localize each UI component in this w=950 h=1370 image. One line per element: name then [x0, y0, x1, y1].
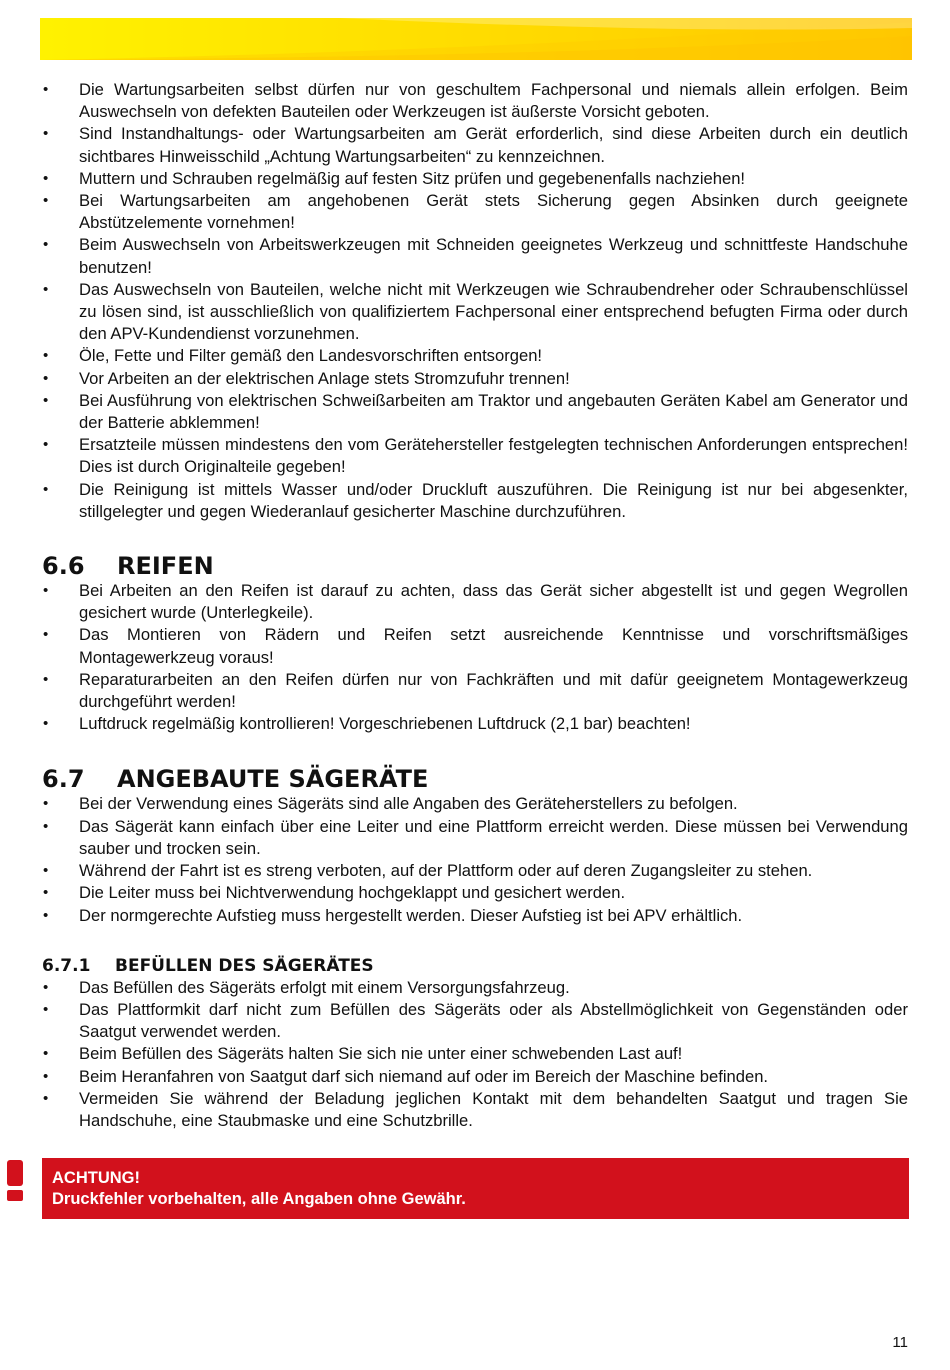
list-item: • Vor Arbeiten an der elektrischen Anlage stets Stromzufuhr trennen!: [42, 368, 908, 390]
subsection-title: BEFÜLLEN DES SÄGERÄTES: [115, 955, 374, 976]
list-item: • Bei Wartungsarbeiten am angehobenen Gerät stets Sicherung gegen Absinken durch geeignete Abstützelemente vornehmen!: [42, 190, 908, 234]
section-number: 6.7: [42, 765, 85, 794]
list-item: • Bei der Verwendung eines Sägeräts sind alle Angaben des Geräteherstellers zu befolgen.: [42, 793, 908, 815]
list-item: • Das Befüllen des Sägeräts erfolgt mit einem Versorgungsfahrzeug.: [42, 977, 908, 999]
warning-text: Druckfehler vorbehalten, alle Angaben ohne Gewähr.: [52, 1190, 466, 1208]
warning-box: [42, 1158, 909, 1219]
list-item: • Beim Befüllen des Sägeräts halten Sie sich nie unter einer schwebenden Last auf!: [42, 1043, 908, 1065]
list-item: • Sind Instandhaltungs- oder Wartungsarbeiten am Gerät erforderlich, sind diese Arbeiten durch ein deutlich sichtbares Hinweisschild „Achtung Wartungsarbeiten“ zu kennzeichnen.: [42, 123, 908, 167]
list-item: • Beim Auswechseln von Arbeitswerkzeugen mit Schneiden geeignetes Werkzeug und schnittfeste Handschuhe benutzen!: [42, 234, 908, 278]
list-item: • Die Wartungsarbeiten selbst dürfen nur von geschultem Fachpersonal und niemals allein erfolgen. Beim Auswechseln von defekten Bauteilen oder Werkzeugen ist äußerste Vorsicht geboten.: [42, 79, 908, 123]
list-item: • Öle, Fette und Filter gemäß den Landesvorschriften entsorgen!: [42, 345, 908, 367]
list-item: • Vermeiden Sie während der Beladung jeglichen Kontakt mit dem behandelten Saatgut und tragen Sie Handschuhe, eine Staubmaske und eine Schutzbrille.: [42, 1088, 908, 1132]
list-item: • Das Auswechseln von Bauteilen, welche nicht mit Werkzeugen wie Schraubendreher oder Schraubenschlüssel zu lösen sind, ist ausschließlich von qualifiziertem Fachpersonal einer entsprechend befugten Firma oder durch den APV-Kundendienst vorzunehmen.: [42, 279, 908, 346]
section-heading-saegeraete: [42, 765, 908, 793]
warning-title: ACHTUNG!: [52, 1169, 140, 1187]
maintenance-list: [42, 79, 908, 523]
section-title: REIFEN: [117, 552, 214, 581]
header-band: [40, 18, 912, 60]
section-title: ANGEBAUTE SÄGERÄTE: [117, 765, 429, 794]
list-item: • Muttern und Schrauben regelmäßig auf festen Sitz prüfen und gegebenenfalls nachziehen!: [42, 168, 908, 190]
filling-list: [42, 977, 908, 1132]
list-item: • Luftdruck regelmäßig kontrollieren! Vorgeschriebenen Luftdruck (2,1 bar) beachten!: [42, 713, 908, 735]
tire-list: [42, 580, 908, 735]
list-item: • Das Montieren von Rädern und Reifen setzt ausreichende Kenntnisse und vorschriftsmäßiges Montagewerkzeug voraus!: [42, 624, 908, 668]
list-item: • Bei Ausführung von elektrischen Schweißarbeiten am Traktor und angebauten Geräten Kabel am Generator und der Batterie abklemmen!: [42, 390, 908, 434]
section-heading-reifen: [42, 552, 908, 580]
exclamation-icon: [4, 1160, 26, 1202]
subsection-heading-befuellen: [42, 955, 908, 977]
list-item: • Das Sägerät kann einfach über eine Leiter und eine Plattform erreicht werden. Diese müssen bei Verwendung sauber und trocken sein.: [42, 816, 908, 860]
page-content: [42, 79, 908, 1132]
header-wave-decoration: [40, 18, 912, 60]
section-number: 6.6: [42, 552, 85, 581]
subsection-number: 6.7.1: [42, 955, 91, 976]
list-item: • Der normgerechte Aufstieg muss hergestellt werden. Dieser Aufstieg ist bei APV erhältlich.: [42, 905, 908, 927]
list-item: • Ersatzteile müssen mindestens den vom Gerätehersteller festgelegten technischen Anforderungen entsprechen! Dies ist durch Originalteile gegeben!: [42, 434, 908, 478]
list-item: • Beim Heranfahren von Saatgut darf sich niemand auf oder im Bereich der Maschine befinden.: [42, 1066, 908, 1088]
list-item: • Reparaturarbeiten an den Reifen dürfen nur von Fachkräften und mit dafür geeignetem Montagewerkzeug durchgeführt werden!: [42, 669, 908, 713]
list-item: • Bei Arbeiten an den Reifen ist darauf zu achten, dass das Gerät sicher abgestellt ist und gegen Wegrollen gesichert wurde (Unterlegkeile).: [42, 580, 908, 624]
list-item: • Das Plattformkit darf nicht zum Befüllen des Sägeräts oder als Abstellmöglichkeit von Gegenständen oder Saatgut verwendet werden.: [42, 999, 908, 1043]
list-item: • Die Reinigung ist mittels Wasser und/oder Druckluft auszuführen. Die Reinigung ist nur bei abgesenkter, stillgelegter und gegen Wiederanlauf gesicherter Maschine durchzuführen.: [42, 479, 908, 523]
list-item: • Während der Fahrt ist es streng verboten, auf der Plattform oder auf deren Zugangsleiter zu stehen.: [42, 860, 908, 882]
page-number: 11: [892, 1334, 908, 1351]
list-item: • Die Leiter muss bei Nichtverwendung hochgeklappt und gesichert werden.: [42, 882, 908, 904]
seeder-list: [42, 793, 908, 926]
